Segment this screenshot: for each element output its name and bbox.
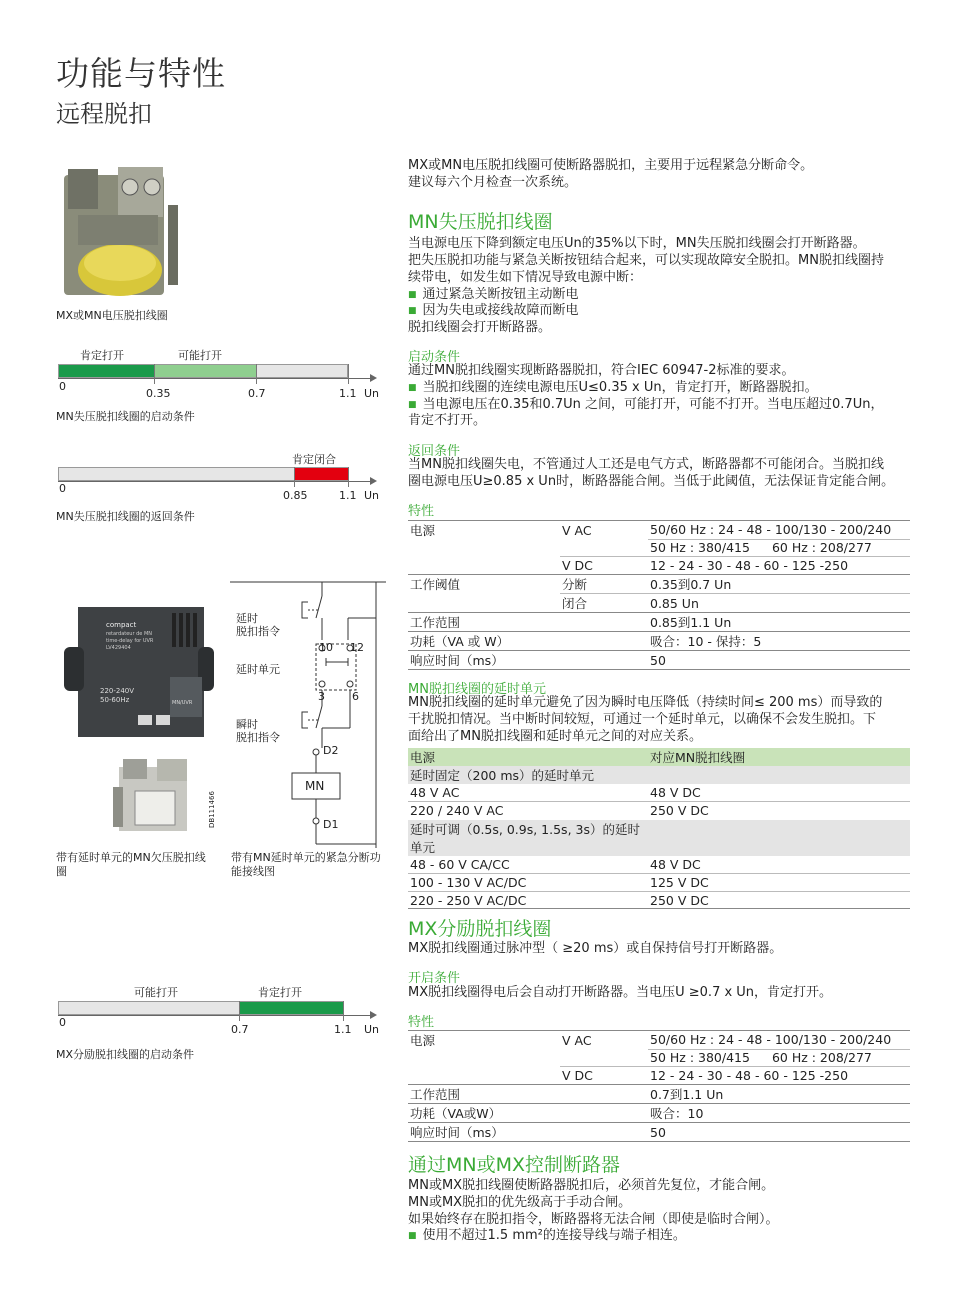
cell: 220 - 250 V AC/DC — [408, 891, 648, 909]
device-voltage1: 220-240V — [100, 687, 135, 695]
cell — [560, 613, 648, 632]
mn-start-bullet-1-text: 当脱扣线圈的连续电源电压U≤0.35 x Un，肯定打开，断路器脱扣。 — [422, 380, 818, 395]
terminal-6: 6 — [352, 690, 359, 703]
mn-delay-heading: MN脱扣线圈的延时单元 — [408, 682, 546, 697]
cell-part: 50 Hz : 380/415 — [650, 540, 750, 556]
mn-coil-photo — [113, 757, 195, 837]
wiring-diagram-caption-text: 带有MN延时单元的紧急分断功能接线图 — [231, 851, 381, 878]
cell: 响应时间（ms） — [408, 1123, 560, 1142]
cell: 吸合：10 — [648, 1104, 910, 1123]
table-row — [408, 1123, 910, 1142]
table-row — [408, 802, 910, 820]
label-delay-unit: 延时单元 — [236, 663, 280, 676]
mx-spec-heading: 特性 — [408, 1015, 435, 1030]
bar2-tick-label: Un — [364, 489, 380, 502]
bar2-tick — [348, 467, 349, 487]
bar3-caption: MX分励脱扣线圈的启动条件 — [56, 1048, 195, 1061]
cell: 0.85 Un — [648, 594, 910, 613]
mn-bullet-2-text: 因为失电或接线故障而断电 — [422, 303, 579, 318]
bar1-tick-label: Un — [364, 387, 380, 400]
cell — [560, 1049, 648, 1067]
ctrl-p1: MN或MX脱扣线圈使断路器脱扣后，必须首先复位，才能合闸。 — [408, 1178, 775, 1193]
bar2-caption: MN失压脱扣线圈的返回条件 — [56, 510, 195, 523]
mn-bullet-1-text: 通过紧急关断按钮主动断电 — [422, 287, 579, 302]
cell: 48 V DC — [648, 856, 910, 874]
cell — [408, 594, 560, 613]
bar2-tick — [294, 467, 295, 487]
mn-p2: 把失压脱扣功能与紧急关断按钮结合起来，可以实现故障安全脱扣。MN脱扣线圈持 — [408, 253, 884, 268]
terminal-10: 10 — [319, 641, 333, 654]
table-header-row — [408, 748, 910, 766]
ctrl-p2: MN或MX脱扣的优先级高于手动合闸。 — [408, 1195, 632, 1210]
bar1-tick-label: 0 — [59, 380, 66, 393]
cell: 48 V DC — [648, 784, 910, 802]
ctrl-section-title: 通过MN或MX控制断路器 — [408, 1154, 621, 1176]
cell: 0.35到0.7 Un — [648, 575, 910, 594]
group-cell: 延时固定（200 ms）的延时单元 — [408, 766, 910, 784]
cell: 电源 — [408, 1031, 560, 1050]
cell — [408, 539, 560, 557]
cell: 工作阈值 — [410, 577, 461, 593]
cell: V DC — [560, 1067, 648, 1085]
bar3-label-definite-open: 肯定打开 — [258, 986, 302, 999]
cell — [560, 651, 648, 670]
bar1-tick-label: 0.7 — [248, 387, 266, 400]
cell: 125 V DC — [648, 873, 910, 891]
cell: 工作范围 — [408, 1085, 560, 1104]
mx-open-heading: 开启条件 — [408, 971, 461, 986]
table-row — [408, 521, 910, 540]
table-group-row — [408, 838, 910, 856]
mn-start-bullet-2-cont: 肯定不打开。 — [408, 413, 487, 428]
mx-open-p: MX脱扣线圈得电后会自动打开断路器。当电压U ≥0.7 x Un，肯定打开。 — [408, 985, 833, 1000]
trip-coil-photo — [58, 165, 183, 305]
bar2-axis — [58, 481, 370, 482]
cell: 50 — [648, 1123, 910, 1142]
bar2-tick-label: 0.85 — [283, 489, 308, 502]
cell — [560, 539, 648, 557]
group-cell: 单元 — [408, 838, 910, 856]
table-row — [408, 575, 910, 594]
device-line2: time-delay for UVR — [106, 638, 154, 644]
mn-start-heading: 启动条件 — [408, 350, 461, 365]
mn-spec-heading: 特性 — [408, 504, 435, 519]
device-line3: LV429404 — [106, 645, 131, 651]
page-title: 功能与特性 — [56, 54, 226, 93]
bar3-tick-label: 1.1 — [334, 1023, 352, 1036]
cell: 50 — [648, 651, 910, 670]
bar3-seg-definite-open — [239, 1002, 343, 1014]
bar3-label-possible-open: 可能打开 — [134, 986, 178, 999]
mn-p1: 当电源电压下降到额定电压Un的35%以下时，MN失压脱扣线圈会打开断路器。 — [408, 236, 866, 251]
cell-part: 60 Hz : 208/277 — [771, 1050, 872, 1066]
bar1-arrow — [370, 374, 377, 382]
bar2-label-definite-close: 肯定闭合 — [292, 453, 336, 466]
delay-unit-table — [408, 748, 910, 909]
table-row — [408, 891, 910, 909]
label-delay-trip-cmd-2: 脱扣指令 — [236, 625, 280, 638]
page-subtitle: 远程脱扣 — [56, 100, 152, 128]
wiring-diagram-caption — [231, 851, 389, 879]
label-instant-trip-cmd-1: 瞬时 — [236, 718, 258, 731]
ctrl-bullet-1-text: 使用不超过1.5 mm²的连接导线与端子相连。 — [422, 1228, 686, 1243]
cell: 闭合 — [560, 594, 648, 613]
label-instant-trip-cmd-2: 脱扣指令 — [236, 731, 280, 744]
mn-start-bullet-1 — [408, 380, 818, 398]
mn-bullet-1 — [408, 287, 579, 305]
cell — [408, 1049, 560, 1067]
bar1-seg-possible-open — [154, 365, 256, 377]
table-row — [408, 1104, 910, 1123]
cell: V AC — [560, 1031, 648, 1050]
cell: 0.7到1.1 Un — [648, 1085, 910, 1104]
cell: 48 V AC — [408, 784, 648, 802]
bar3-tick — [343, 1001, 344, 1021]
table-group-row — [408, 820, 910, 838]
mn-p4: 脱扣线圈会打开断路器。 — [408, 320, 552, 335]
cell: 50/60 Hz : 24 - 48 - 100/130 - 200/240 — [648, 521, 910, 540]
ctrl-bullet-1 — [408, 1228, 686, 1246]
mn-delay-p2: 干扰脱扣情况。当中断时间较短，可通过一个延时单元，以确保不会发生脱扣。下 — [408, 712, 877, 727]
table-row — [408, 873, 910, 891]
mn-start-p: 通过MN脱扣线圈实现断路器脱扣，符合IEC 60947-2标准的要求。 — [408, 363, 795, 378]
cell: 12 - 24 - 30 - 48 - 60 - 125 -250 — [648, 557, 910, 575]
table-row — [408, 856, 910, 874]
cell: 48 - 60 V CA/CC — [408, 856, 648, 874]
cell: 功耗（VA或W） — [408, 1104, 560, 1123]
cell: 250 V DC — [650, 803, 709, 819]
bar3-arrow — [370, 1011, 377, 1019]
group-cell: 延时可调（0.5s, 0.9s, 1.5s, 3s）的延时 — [408, 820, 910, 838]
mn-delay-p1: MN脱扣线圈的延时单元避免了因为瞬时电压降低（持续时间≤ 200 ms）而导致的 — [408, 695, 883, 710]
device-brand: compact — [106, 621, 137, 629]
mn-delay-p3: 面给出了MN脱扣线圈和延时单元之间的对应关系。 — [408, 729, 702, 744]
table-row — [408, 557, 910, 575]
mn-delay-photo-caption — [56, 851, 206, 879]
bar1-axis — [58, 378, 370, 379]
mx-spec-table — [408, 1030, 910, 1142]
cell — [560, 1104, 648, 1123]
cell — [408, 557, 560, 575]
mn-return-p2: 圈电源电压U≥0.85 x Un时，断路器能合闸。当低于此阈值，无法保证肯定能合闸。 — [408, 474, 895, 489]
header-cell: 对应MN脱扣线圈 — [648, 748, 910, 766]
table-row — [408, 1067, 910, 1085]
time-delay-unit-photo — [60, 603, 215, 743]
cell: 220 / 240 V AC — [410, 803, 504, 819]
cell: 分断 — [560, 575, 648, 594]
table-row — [408, 1049, 910, 1067]
mx-p1: MX脱扣线圈通过脉冲型（ ≥20 ms）或自保持信号打开断路器。 — [408, 941, 783, 956]
mn-spec-table — [408, 520, 910, 670]
diagram-code: DB111466 — [208, 791, 216, 828]
cell-part: 50 Hz : 380/415 — [650, 1050, 750, 1066]
cell: V DC — [560, 557, 648, 575]
mn-delay-photo-caption-text: 带有延时单元的MN欠压脱扣线圈 — [56, 851, 206, 878]
table-row — [408, 594, 910, 613]
bar1-tick-label: 1.1 — [339, 387, 357, 400]
cell — [648, 539, 910, 557]
cell — [560, 632, 648, 651]
mn-bullet-2 — [408, 303, 579, 321]
cell: 50/60 Hz : 24 - 48 - 100/130 - 200/240 — [648, 1031, 910, 1050]
ctrl-p3: 如果始终存在脱扣指令，断路器将无法合闸（即使是临时合闸）。 — [408, 1212, 779, 1227]
cell: 100 - 130 V AC/DC — [408, 873, 648, 891]
mn-section-title: MN失压脱扣线圈 — [408, 211, 553, 233]
cell — [560, 1085, 648, 1104]
cell: 电源 — [408, 521, 560, 540]
mx-section-title: MX分励脱扣线圈 — [408, 918, 552, 940]
bar1-tick — [348, 364, 349, 384]
bar1-seg-definite-open — [59, 365, 154, 377]
mn-start-bullet-2-text: 当电源电压在0.35和0.7Un 之间，可能打开，可能不打开。当电压超过0.7Un， — [422, 397, 884, 412]
header-cell: 电源 — [408, 748, 648, 766]
trip-coil-caption: MX或MN电压脱扣线圈 — [56, 309, 168, 322]
terminal-3: 3 — [318, 690, 325, 703]
table-row — [408, 539, 910, 557]
terminal-12: 12 — [350, 641, 364, 654]
bar2-seg-definite-close — [294, 468, 348, 480]
table-row — [408, 613, 910, 632]
mn-return-heading: 返回条件 — [408, 444, 461, 459]
table-row — [408, 651, 910, 670]
bar1-tick-label: 0.35 — [146, 387, 171, 400]
cell — [560, 1123, 648, 1142]
bar1-caption: MN失压脱扣线圈的启动条件 — [56, 410, 195, 423]
device-voltage2: 50-60Hz — [100, 696, 130, 704]
cell-part: 60 Hz : 208/277 — [771, 540, 872, 556]
intro-line-1: MX或MN电压脱扣线圈可使断路器脱扣，主要用于远程紧急分断命令。 — [408, 158, 814, 173]
table-row — [408, 1031, 910, 1050]
mn-return-p1: 当MN脱扣线圈失电，不管通过人工还是电气方式，断路器都不可能闭合。当脱扣线 — [408, 457, 884, 472]
bar1-tick — [154, 364, 155, 384]
cell: 响应时间（ms） — [408, 651, 560, 670]
bar2-tick-label: 0 — [59, 482, 66, 495]
device-line1: retardateur de MN — [106, 631, 152, 637]
table-row — [408, 632, 910, 651]
bar3-tick-label: Un — [364, 1023, 380, 1036]
bar3-tick-label: 0.7 — [231, 1023, 249, 1036]
bar2-tick-label: 1.1 — [339, 489, 357, 502]
intro-line-2: 建议每六个月检查一次系统。 — [408, 175, 578, 190]
bar3-tick-label: 0 — [59, 1016, 66, 1029]
bar2-arrow — [370, 477, 377, 485]
cell: 功耗（VA 或 W） — [408, 632, 560, 651]
mn-start-bullet-2 — [408, 397, 883, 415]
cell — [648, 1049, 910, 1067]
cell: 12 - 24 - 30 - 48 - 60 - 125 -250 — [648, 1067, 910, 1085]
label-delay-trip-cmd-1: 延时 — [236, 612, 258, 625]
mn-coil-box-label: MN — [305, 779, 325, 793]
cell: 250 V DC — [648, 891, 910, 909]
terminal-d1: D1 — [323, 818, 339, 831]
cell — [408, 1067, 560, 1085]
cell: 0.85到1.1 Un — [648, 613, 910, 632]
mn-p3: 续带电，如发生如下情况导致电源中断： — [408, 270, 643, 285]
bar1-tick — [256, 364, 257, 384]
table-group-row — [408, 766, 910, 784]
cell: 吸合：10 - 保持：5 — [648, 632, 910, 651]
device-code: MN/UVR — [172, 700, 193, 706]
terminal-d2: D2 — [323, 744, 339, 757]
table-row — [408, 784, 910, 802]
bar1-label-definite-open: 肯定打开 — [80, 349, 124, 362]
bar3-tick — [239, 1001, 240, 1021]
cell: V AC — [560, 521, 648, 540]
bar3-axis — [58, 1015, 370, 1016]
table-row — [408, 1085, 910, 1104]
cell: 工作范围 — [408, 613, 560, 632]
bar1-label-possible-open: 可能打开 — [178, 349, 222, 362]
